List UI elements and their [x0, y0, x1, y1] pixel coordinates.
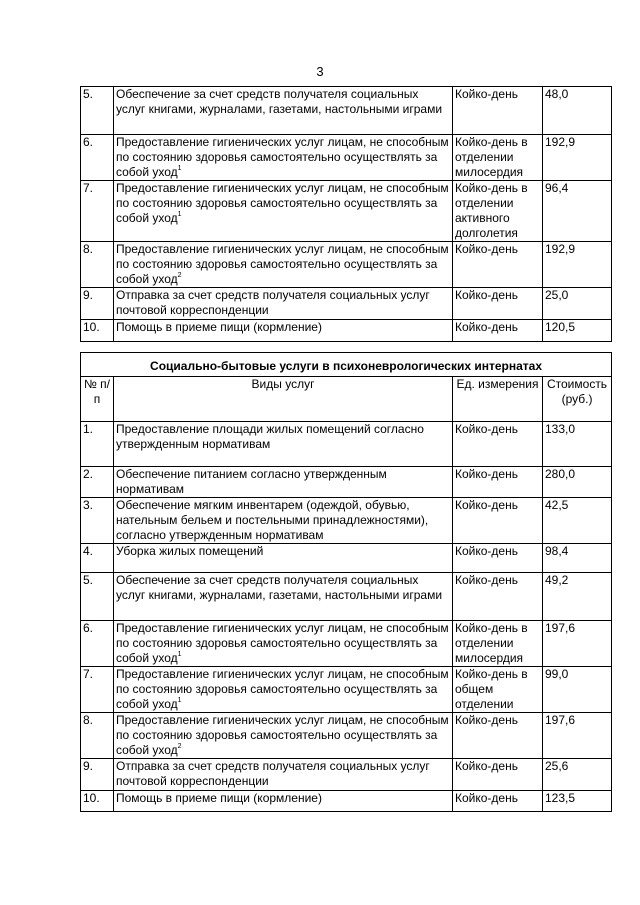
footnote-marker: 1: [177, 697, 182, 704]
footnote-marker: 1: [177, 651, 182, 658]
row-unit: Койко-день: [453, 467, 543, 498]
row-cost: 48,0: [543, 87, 612, 135]
row-cost: 49,2: [543, 573, 612, 621]
row-unit: Койко-день: [453, 498, 543, 544]
row-service: [114, 573, 453, 621]
row-number: 8.: [81, 242, 114, 288]
table-row: [81, 621, 612, 667]
row-service: [114, 713, 453, 759]
row-number: 7.: [81, 667, 114, 713]
row-cost: 25,0: [543, 288, 612, 320]
footnote-marker: 1: [177, 165, 182, 172]
service-text: Предоставление гигиенических услуг лицам, не способным по состоянию здоровья самостоятельно осуществлять за собой уход: [116, 713, 449, 757]
row-unit: Койко-день: [453, 713, 543, 759]
table-row: [81, 135, 612, 181]
table-row: [81, 288, 612, 320]
service-text: Предоставление гигиенических услуг лицам, не способным по состоянию здоровья самостоятельно осуществлять за собой уход: [116, 621, 449, 665]
service-text: Обеспечение питанием согласно утвержденным нормативам: [116, 467, 387, 496]
service-text: Обеспечение мягким инвентарем (одеждой, обувью, нательным бельем и постельными принадлежностями), согласно утвержденным нормативам: [116, 498, 429, 542]
row-service: [114, 759, 453, 791]
row-service: [114, 422, 453, 467]
row-unit: Койко-день: [453, 759, 543, 791]
footnote-marker: 2: [177, 743, 182, 750]
row-service: [114, 621, 453, 667]
row-service: [114, 288, 453, 320]
row-number: 2.: [81, 467, 114, 498]
service-text: Предоставление гигиенических услуг лицам, не способным по состоянию здоровья самостоятельно осуществлять за собой уход: [116, 181, 449, 225]
table-row: [81, 242, 612, 288]
header-unit: Ед. измерения: [453, 377, 543, 422]
service-text: Предоставление площади жилых помещений согласно утвержденным нормативам: [116, 422, 424, 451]
row-number: 6.: [81, 135, 114, 181]
header-cost: Стоимость (руб.): [543, 377, 612, 422]
row-cost: 197,6: [543, 713, 612, 759]
services-table-continued-body: [81, 87, 612, 342]
pni-services-table: [80, 352, 612, 812]
table-row: [81, 467, 612, 498]
service-text: Предоставление гигиенических услуг лицам, не способным по состоянию здоровья самостоятельно осуществлять за собой уход: [116, 135, 449, 179]
header-service: Виды услуг: [114, 377, 453, 422]
footnote-marker: 1: [177, 211, 182, 218]
row-unit: Койко-день: [453, 573, 543, 621]
table-row: [81, 713, 612, 759]
service-text: Помощь в приеме пищи (кормление): [116, 791, 322, 805]
row-service: [114, 320, 453, 342]
row-number: 7.: [81, 181, 114, 242]
row-service: [114, 242, 453, 288]
row-unit: Койко-день: [453, 320, 543, 342]
row-number: 1.: [81, 422, 114, 467]
row-cost: 96,4: [543, 181, 612, 242]
service-text: Обеспечение за счет средств получателя социальных услуг книгами, журналами, газетами, настольными играми: [116, 573, 443, 602]
service-text: Отправка за счет средств получателя социальных услуг почтовой корреспонденции: [116, 288, 430, 317]
row-unit: Койко-день: [453, 288, 543, 320]
row-number: 8.: [81, 713, 114, 759]
row-cost: 133,0: [543, 422, 612, 467]
table-title-row: [81, 353, 612, 377]
table-row: [81, 181, 612, 242]
table-row: [81, 498, 612, 544]
row-cost: 42,5: [543, 498, 612, 544]
row-cost: 123,5: [543, 791, 612, 812]
row-unit: Койко-день: [453, 422, 543, 467]
row-cost: 25,6: [543, 759, 612, 791]
row-cost: 99,0: [543, 667, 612, 713]
row-number: 9.: [81, 759, 114, 791]
row-unit: Койко-день в общем отделении: [453, 667, 543, 713]
row-service: [114, 498, 453, 544]
header-number: № п/п: [81, 377, 114, 422]
row-service: [114, 791, 453, 812]
table-row: [81, 791, 612, 812]
table-title: Социально-бытовые услуги в психоневрологических интернатах: [81, 353, 612, 377]
service-text: Отправка за счет средств получателя социальных услуг почтовой корреспонденции: [116, 759, 430, 788]
row-number: 4.: [81, 544, 114, 573]
row-cost: 98,4: [543, 544, 612, 573]
row-service: [114, 544, 453, 573]
pni-services-table-body: [81, 422, 612, 812]
row-cost: 120,5: [543, 320, 612, 342]
row-unit: Койко-день: [453, 87, 543, 135]
row-number: 6.: [81, 621, 114, 667]
row-cost: 197,6: [543, 621, 612, 667]
row-cost: 192,9: [543, 135, 612, 181]
table-row: [81, 573, 612, 621]
row-service: [114, 181, 453, 242]
table-row: [81, 87, 612, 135]
table-header-row: [81, 377, 612, 422]
row-service: [114, 135, 453, 181]
service-text: Предоставление гигиенических услуг лицам, не способным по состоянию здоровья самостоятельно осуществлять за собой уход: [116, 242, 449, 286]
row-unit: Койко-день: [453, 791, 543, 812]
services-table-continued: [80, 86, 612, 342]
row-cost: 280,0: [543, 467, 612, 498]
table-row: [81, 544, 612, 573]
row-number: 9.: [81, 288, 114, 320]
row-unit: Койко-день в отделении милосердия: [453, 135, 543, 181]
row-unit: Койко-день: [453, 544, 543, 573]
row-service: [114, 467, 453, 498]
service-text: Предоставление гигиенических услуг лицам, не способным по состоянию здоровья самостоятельно осуществлять за собой уход: [116, 667, 449, 711]
table-row: [81, 422, 612, 467]
service-text: Уборка жилых помещений: [116, 544, 264, 558]
service-text: Обеспечение за счет средств получателя социальных услуг книгами, журналами, газетами, настольными играми: [116, 87, 443, 116]
row-cost: 192,9: [543, 242, 612, 288]
service-text: Помощь в приеме пищи (кормление): [116, 320, 322, 334]
footnote-marker: 2: [177, 272, 182, 279]
page-number: 3: [316, 64, 324, 79]
row-service: [114, 87, 453, 135]
row-number: 5.: [81, 573, 114, 621]
row-service: [114, 667, 453, 713]
row-number: 5.: [81, 87, 114, 135]
table-row: [81, 667, 612, 713]
row-unit: Койко-день в отделении милосердия: [453, 621, 543, 667]
row-unit: Койко-день в отделении активного долголетия: [453, 181, 543, 242]
table-row: [81, 320, 612, 342]
row-number: 10.: [81, 791, 114, 812]
table-row: [81, 759, 612, 791]
row-number: 3.: [81, 498, 114, 544]
row-unit: Койко-день: [453, 242, 543, 288]
row-number: 10.: [81, 320, 114, 342]
